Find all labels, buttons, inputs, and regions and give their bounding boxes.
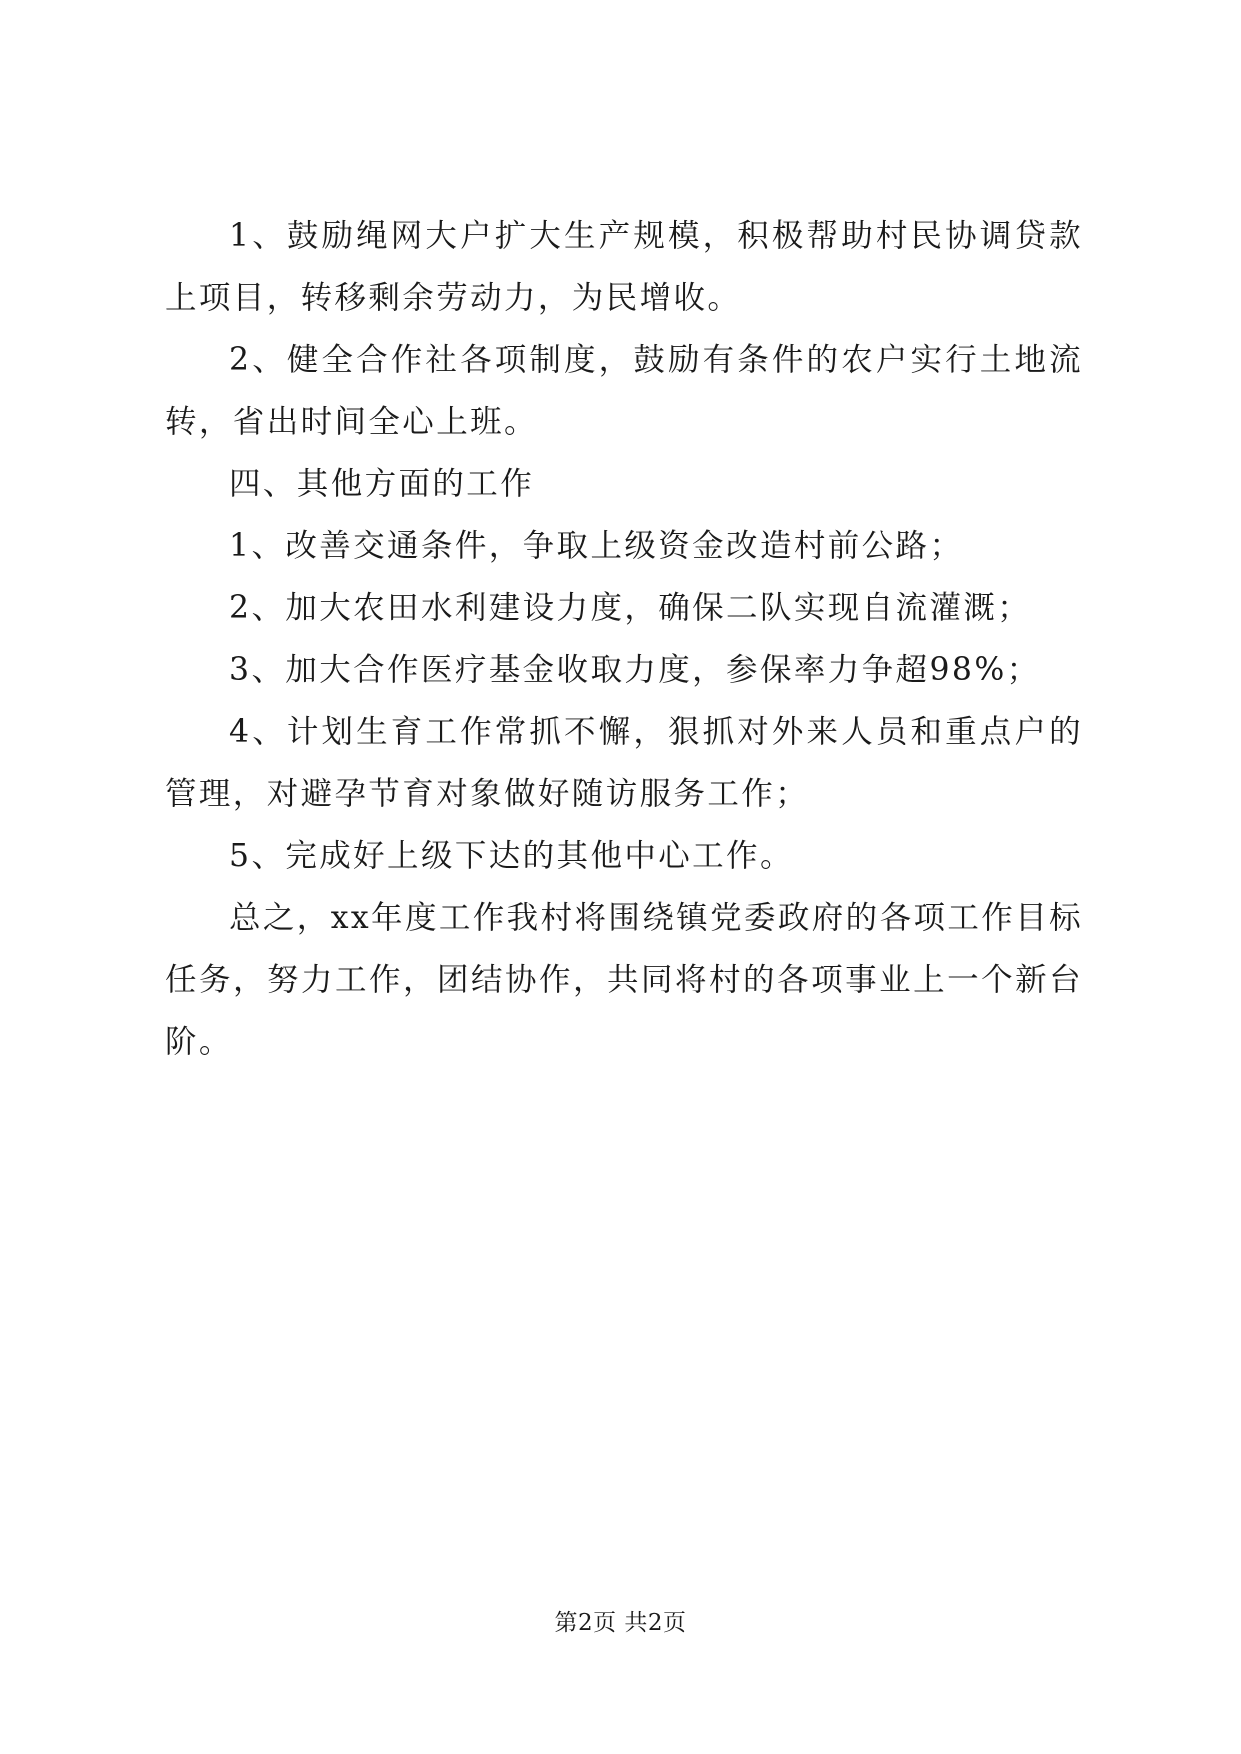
page-footer: 第2页 共2页 <box>554 1610 687 1636</box>
section-heading-other-work: 四、其他方面的工作 <box>229 466 535 502</box>
paragraph-irrigation: 2、加大农田水利建设力度，确保二队实现自流灌溉； <box>229 590 1032 626</box>
paragraph-family-planning: 4、计划生育工作常抓不懈，狠抓对外来人员和重点户的管理，对避孕节育对象做好随访服务工作； <box>165 714 1083 812</box>
document-body <box>165 205 1083 1073</box>
paragraph-transport: 1、改善交通条件，争取上级资金改造村前公路； <box>229 528 964 564</box>
paragraph-2: 2、健全合作社各项制度，鼓励有条件的农户实行土地流转，省出时间全心上班。 <box>165 342 1083 440</box>
paragraph-1: 1、鼓励绳网大户扩大生产规模，积极帮助村民协调贷款上项目，转移剩余劳动力，为民增收。 <box>165 218 1083 316</box>
paragraph-medical-fund: 3、加大合作医疗基金收取力度，参保率力争超98%； <box>229 652 1041 688</box>
paragraph-summary: 总之，xx年度工作我村将围绕镇党委政府的各项工作目标任务，努力工作，团结协作，共同将村的各项事业上一个新台阶。 <box>165 900 1083 1060</box>
paragraph-other-tasks: 5、完成好上级下达的其他中心工作。 <box>229 838 794 874</box>
